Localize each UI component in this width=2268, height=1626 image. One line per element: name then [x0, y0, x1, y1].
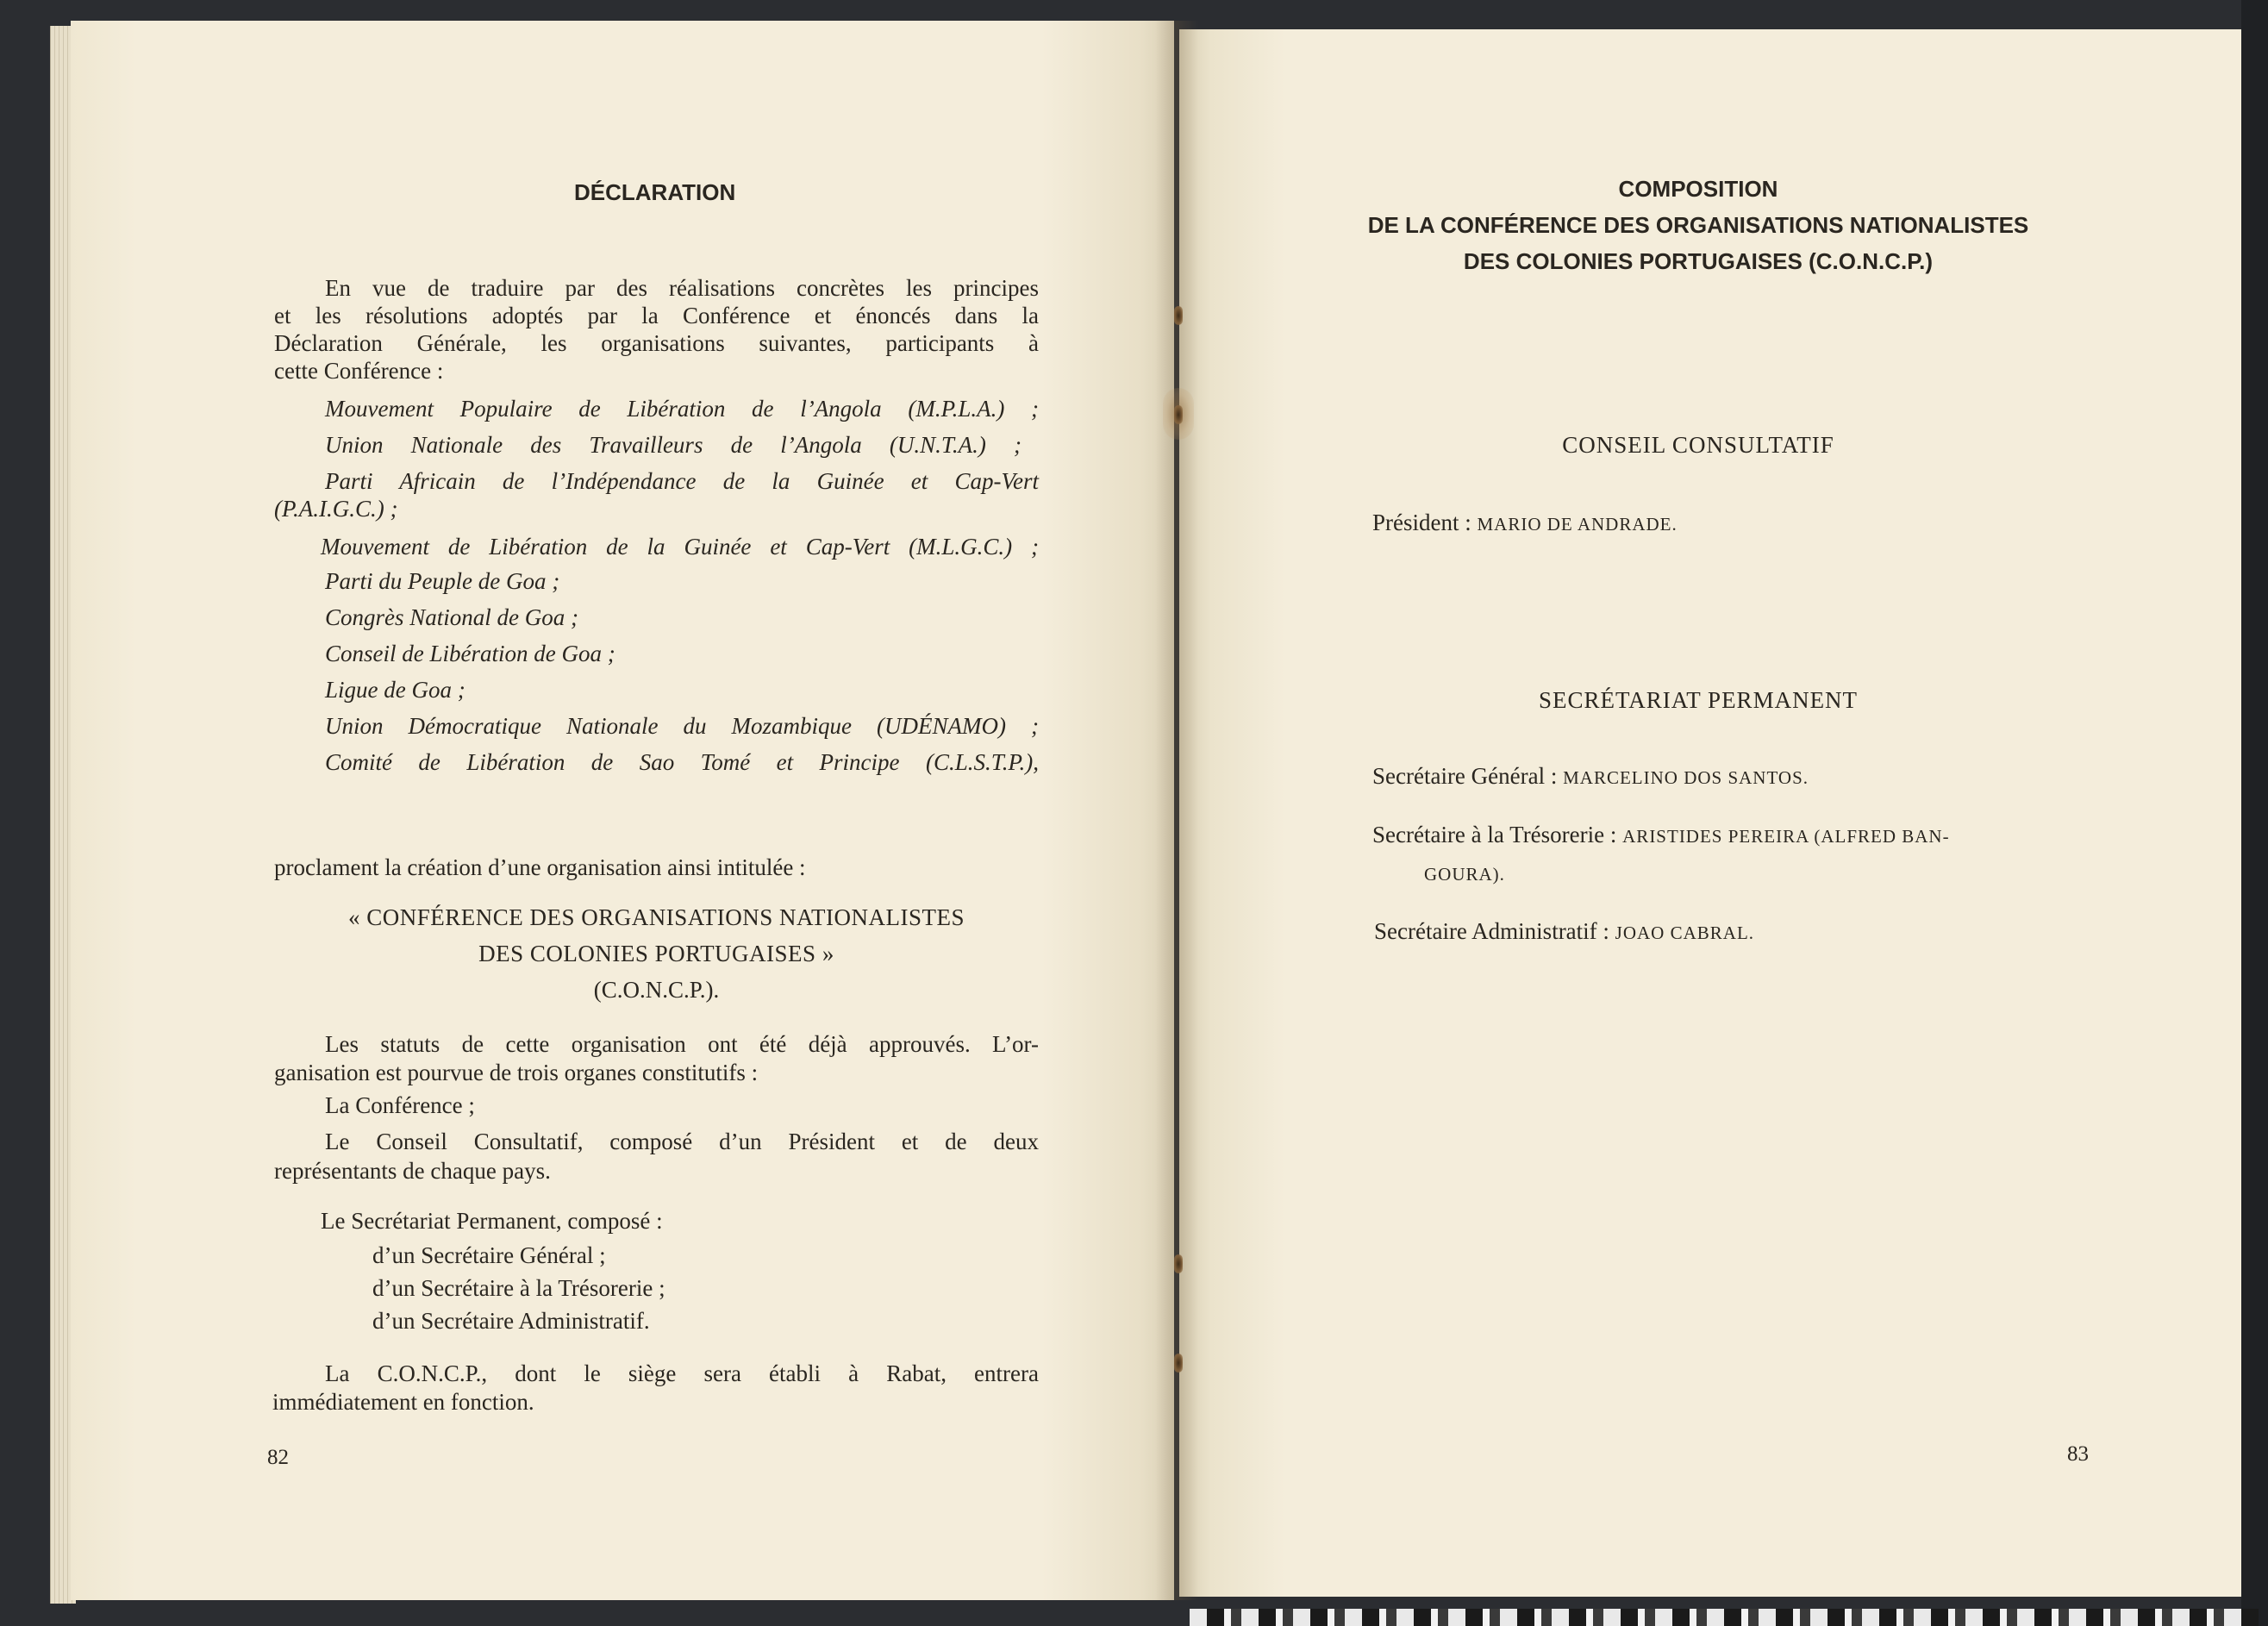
staple-mark [1174, 1254, 1183, 1273]
org-title-line: « CONFÉRENCE DES ORGANISATIONS NATIONALISTES [347, 904, 965, 930]
conseil-heading: CONSEIL CONSULTATIF [1562, 432, 1834, 458]
organ-conference: La Conférence ; [325, 1092, 475, 1118]
color-calibration-ruler [1190, 1609, 2259, 1626]
org-title-line: (C.O.N.C.P.). [593, 977, 720, 1003]
page-number-right: 83 [2067, 1442, 2089, 1466]
president-label: Président : [1372, 510, 1478, 535]
org-item: Parti Africain de l’Indépendance de la Guinée et Cap-Vert [325, 468, 1039, 494]
org-item: Ligue de Goa ; [325, 677, 465, 703]
organ-conseil-line-2: représentants de chaque pays. [274, 1158, 551, 1184]
intro-line-2: et les résolutions adoptés par la Conférence et énoncés dans la [274, 303, 1039, 328]
secretary-general-label: Secrétaire Général : [1372, 763, 1564, 789]
secretariat-member: d’un Secrétaire à la Trésorerie ; [372, 1275, 665, 1301]
org-item: Comité de Libération de Sao Tomé et Principe (C.L.S.T.P.), [325, 749, 1039, 775]
admin-entry [1374, 917, 1754, 945]
intro-line-4: cette Conférence : [274, 358, 444, 384]
intro-line-1: En vue de traduire par des réalisations concrètes les principes [325, 275, 1039, 301]
secretariat-member: d’un Secrétaire Général ; [372, 1242, 606, 1268]
secretary-general-name: MARCELINO DOS SANTOS. [1563, 767, 1809, 788]
intro-line-3: Déclaration Générale, les organisations suivantes, participants à [274, 330, 1039, 356]
statutes-line-1: Les statuts de cette organisation ont été déjà approuvés. L’or- [325, 1031, 1039, 1057]
statutes-line-2: ganisation est pourvue de trois organes constitutifs : [274, 1060, 759, 1085]
final-line-1: La C.O.N.C.P., dont le siège sera établi à Rabat, entrera [325, 1360, 1039, 1386]
org-item: Union Nationale des Travailleurs de l’Angola (U.N.T.A.) ; [325, 432, 1022, 458]
org-item: Mouvement Populaire de Libération de l’Angola (M.P.L.A.) ; [325, 396, 1039, 422]
secretariat-heading: SECRÉTARIAT PERMANENT [1538, 687, 1859, 713]
treasury-name-continued: GOURA). [1424, 864, 1505, 885]
staple-mark [1174, 405, 1183, 424]
scanner-background [2241, 0, 2268, 1626]
composition-title-line-1: COMPOSITION [1618, 176, 1778, 202]
treasury-entry-continued [1424, 859, 1505, 886]
composition-title-line-2: DE LA CONFÉRENCE DES ORGANISATIONS NATIONALISTES [1367, 212, 2029, 238]
treasury-name: ARISTIDES PEREIRA (ALFRED BAN- [1622, 826, 1950, 847]
president-entry [1372, 509, 1678, 536]
organ-secretariat: Le Secrétariat Permanent, composé : [321, 1208, 663, 1234]
proclaim-line: proclament la création d’une organisation ainsi intitulée : [274, 854, 806, 880]
org-title-line: DES COLONIES PORTUGAISES » [478, 941, 834, 966]
page-number-left: 82 [267, 1446, 289, 1469]
org-item: Conseil de Libération de Goa ; [325, 641, 615, 666]
composition-title-line-3: DES COLONIES PORTUGAISES (C.O.N.C.P.) [1463, 248, 1934, 274]
org-item: Congrès National de Goa ; [325, 604, 578, 630]
secretary-general-entry [1372, 762, 1809, 790]
org-item: (P.A.I.G.C.) ; [274, 496, 398, 522]
secretariat-member: d’un Secrétaire Administratif. [372, 1308, 650, 1334]
organ-conseil-line-1: Le Conseil Consultatif, composé d’un Président et de deux [325, 1129, 1039, 1154]
declaration-heading: DÉCLARATION [574, 179, 736, 205]
treasury-entry [1372, 821, 1950, 848]
president-name: MARIO DE ANDRADE. [1477, 514, 1678, 535]
treasury-label: Secrétaire à la Trésorerie : [1372, 822, 1623, 847]
org-item: Union Démocratique Nationale du Mozambique (UDÉNAMO) ; [325, 713, 1039, 739]
staple-mark [1174, 1354, 1183, 1373]
org-item: Mouvement de Libération de la Guinée et Cap-Vert (M.L.G.C.) ; [321, 534, 1039, 560]
final-line-2: immédiatement en fonction. [272, 1389, 534, 1415]
admin-name: JOAO CABRAL. [1615, 922, 1755, 943]
admin-label: Secrétaire Administratif : [1374, 918, 1615, 944]
staple-mark [1174, 306, 1183, 325]
org-item: Parti du Peuple de Goa ; [325, 568, 560, 594]
